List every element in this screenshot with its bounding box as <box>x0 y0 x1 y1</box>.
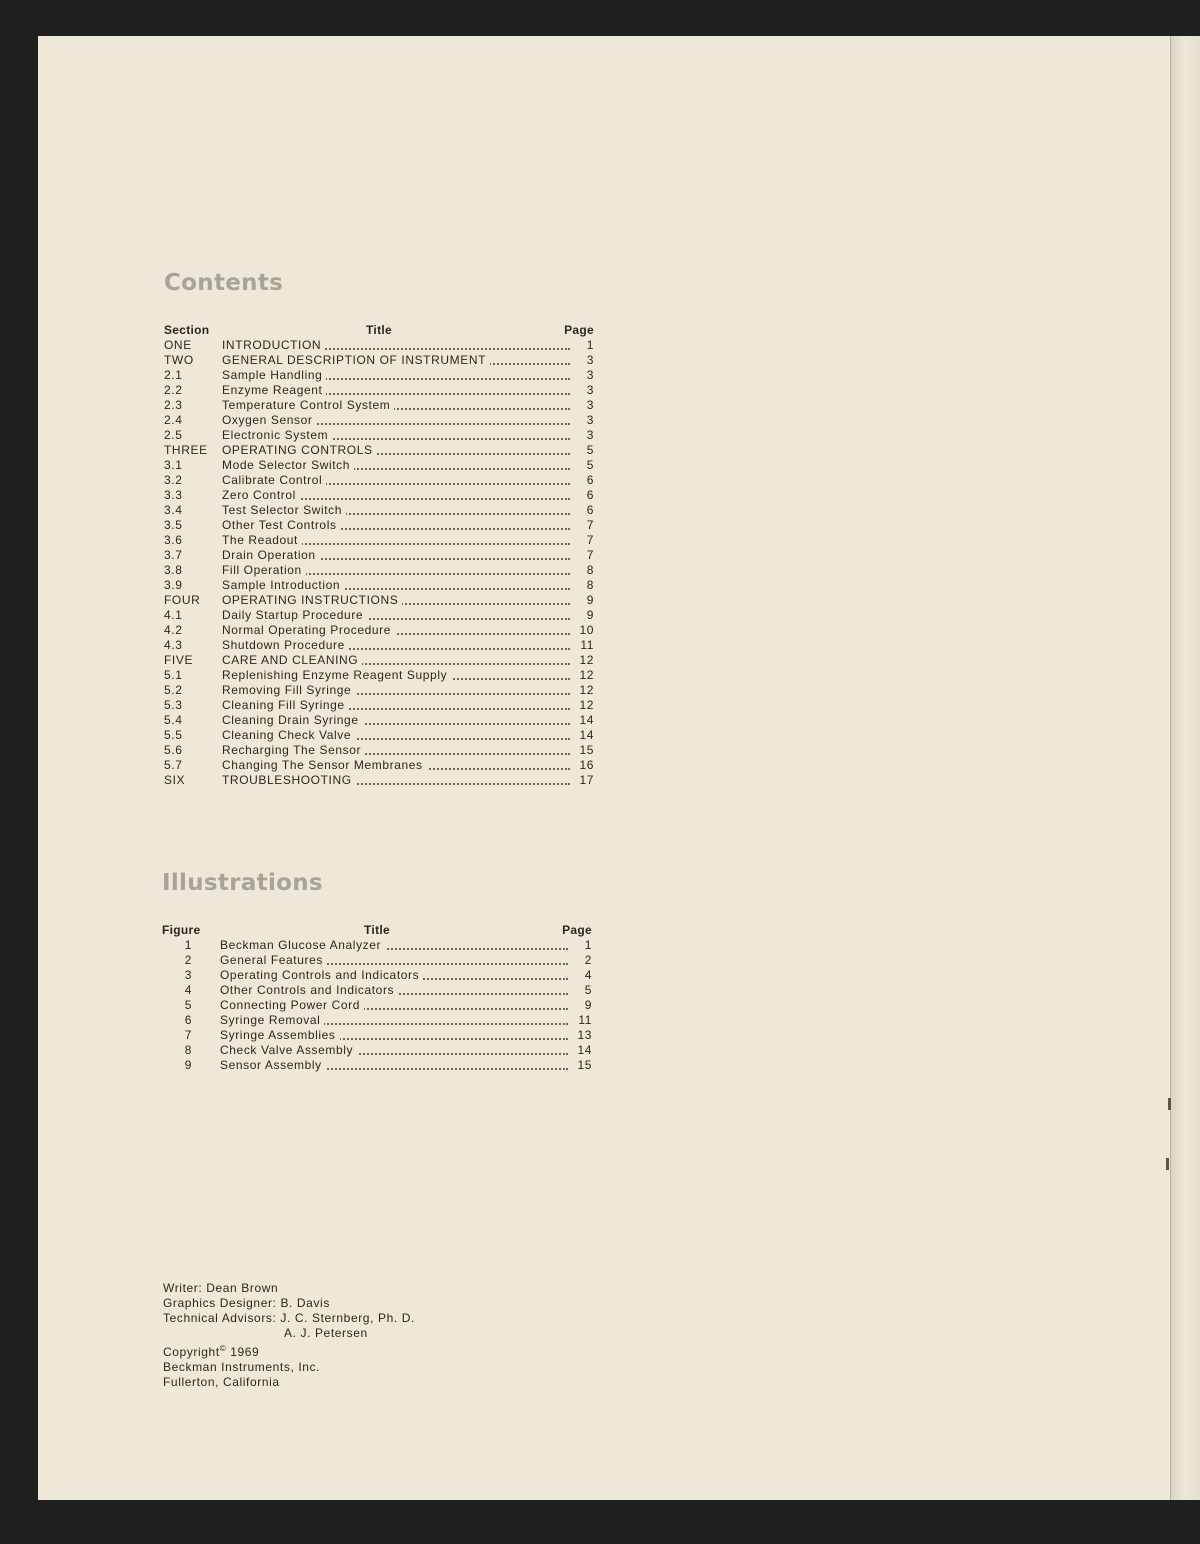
entry-title-text: General Features <box>220 953 327 967</box>
entry-title <box>222 563 570 578</box>
entry-title <box>220 1043 568 1058</box>
page-number: 6 <box>586 473 594 487</box>
section-number: 2.5 <box>164 428 183 442</box>
credits-block <box>163 1281 415 1390</box>
entry-title-text: Other Controls and Indicators <box>220 983 398 997</box>
section-number: 3.5 <box>164 518 183 532</box>
entry-title-text: GENERAL DESCRIPTION OF INSTRUMENT <box>222 353 490 367</box>
entry-title <box>222 383 570 398</box>
section-number: 5.7 <box>164 758 183 772</box>
section-number: 2.2 <box>164 383 183 397</box>
entry-title <box>222 593 570 608</box>
advisor-second: A. J. Petersen <box>284 1326 368 1340</box>
entry-title-text: CARE AND CLEANING <box>222 653 362 667</box>
page-number: 6 <box>586 488 594 502</box>
page-number: 2 <box>584 953 592 967</box>
entry-title <box>220 983 568 998</box>
page-number: 9 <box>586 593 594 607</box>
entry-title <box>220 968 568 983</box>
figure-number: 2 <box>184 953 192 967</box>
entry-title-text: Sample Handling <box>222 368 326 382</box>
page-number: 3 <box>586 353 594 367</box>
entry-title-text: Cleaning Fill Syringe <box>222 698 349 712</box>
section-number: 3.1 <box>164 458 183 472</box>
section-number: 5.3 <box>164 698 183 712</box>
entry-title <box>222 443 570 458</box>
entry-title <box>222 698 570 713</box>
contents-row <box>164 398 594 413</box>
page-number: 3 <box>586 428 594 442</box>
page-number: 5 <box>584 983 592 997</box>
illustration-row <box>162 968 592 983</box>
entry-title <box>222 653 570 668</box>
contents-row <box>164 698 594 713</box>
entry-title <box>222 473 570 488</box>
page-number: 7 <box>586 518 594 532</box>
section-number: TWO <box>164 353 194 367</box>
contents-row <box>164 758 594 773</box>
section-number: THREE <box>164 443 208 457</box>
entry-title <box>220 998 568 1013</box>
entry-title <box>222 518 570 533</box>
contents-row <box>164 728 594 743</box>
section-number: SIX <box>164 773 186 787</box>
contents-row <box>164 773 594 788</box>
entry-title-text: Electronic System <box>222 428 332 442</box>
page-number: 12 <box>579 653 594 667</box>
contents-row <box>164 338 594 353</box>
section-column-header: Section <box>164 323 210 337</box>
entry-title <box>222 578 570 593</box>
entry-title <box>220 1028 568 1043</box>
section-number: 3.4 <box>164 503 183 517</box>
contents-row <box>164 473 594 488</box>
entry-title-text: TROUBLESHOOTING <box>222 773 356 787</box>
graphics-credit: Graphics Designer: B. Davis <box>163 1296 330 1310</box>
figure-number: 5 <box>184 998 192 1012</box>
entry-title-text: Syringe Assemblies <box>220 1028 340 1042</box>
page-number: 1 <box>584 938 592 952</box>
contents-row <box>164 503 594 518</box>
entry-title-text: Other Test Controls <box>222 518 341 532</box>
contents-row <box>164 383 594 398</box>
entry-title <box>222 623 570 638</box>
contents-row <box>164 353 594 368</box>
contents-table <box>164 323 594 788</box>
figure-number: 4 <box>184 983 192 997</box>
page-number: 5 <box>586 458 594 472</box>
entry-title-text: The Readout <box>222 533 302 547</box>
contents-row <box>164 413 594 428</box>
page-number: 7 <box>586 548 594 562</box>
contents-row <box>164 608 594 623</box>
section-number: FIVE <box>164 653 194 667</box>
contents-row <box>164 458 594 473</box>
page-number: 3 <box>586 413 594 427</box>
entry-title <box>222 398 570 413</box>
figure-number: 3 <box>184 968 192 982</box>
page-number: 3 <box>586 398 594 412</box>
entry-title <box>222 668 570 683</box>
contents-row <box>164 653 594 668</box>
section-number: 3.8 <box>164 563 183 577</box>
illustration-row <box>162 1028 592 1043</box>
section-number: 3.7 <box>164 548 183 562</box>
illustration-row <box>162 983 592 998</box>
section-number: 5.2 <box>164 683 183 697</box>
page-number: 8 <box>586 563 594 577</box>
contents-row <box>164 743 594 758</box>
entry-title-text: Changing The Sensor Membranes <box>222 758 427 772</box>
advisors-label: Technical Advisors: J. C. Sternberg, <box>163 1311 375 1325</box>
section-number: 4.3 <box>164 638 183 652</box>
writer-credit: Writer: Dean Brown <box>163 1281 279 1295</box>
entry-title-text: Operating Controls and Indicators <box>220 968 423 982</box>
page-number: 4 <box>584 968 592 982</box>
contents-row <box>164 518 594 533</box>
page-number: 10 <box>579 623 594 637</box>
page-number: 5 <box>586 443 594 457</box>
page-number: 11 <box>580 638 594 652</box>
illustration-row <box>162 938 592 953</box>
entry-title-text: Cleaning Check Valve <box>222 728 355 742</box>
entry-title <box>222 683 570 698</box>
page-number: 6 <box>586 503 594 517</box>
entry-title-text: Zero Control <box>222 488 300 502</box>
entry-title <box>222 413 570 428</box>
figure-number: 8 <box>184 1043 192 1057</box>
advisors-credit <box>163 1311 415 1326</box>
entry-title <box>222 548 570 563</box>
page-number: 3 <box>586 383 594 397</box>
section-number: 5.5 <box>164 728 183 742</box>
copyright-year: 1969 <box>226 1345 260 1359</box>
page-number: 14 <box>577 1043 592 1057</box>
entry-title <box>222 638 570 653</box>
entry-title <box>220 1058 568 1073</box>
illustrations-header-row <box>162 923 592 938</box>
company-location: Fullerton, California <box>163 1375 280 1389</box>
section-number: 3.6 <box>164 533 183 547</box>
section-number: ONE <box>164 338 192 352</box>
illustration-row <box>162 1013 592 1028</box>
page-number: 13 <box>577 1028 592 1042</box>
page-number: 11 <box>578 1013 592 1027</box>
entry-title-text: Enzyme Reagent <box>222 383 326 397</box>
entry-title <box>220 953 568 968</box>
section-number: FOUR <box>164 593 201 607</box>
entry-title <box>222 338 570 353</box>
company-name: Beckman Instruments, Inc. <box>163 1360 321 1374</box>
illustration-row <box>162 998 592 1013</box>
illustrations-heading: Illustrations <box>162 870 323 896</box>
contents-row <box>164 623 594 638</box>
entry-title-text: Fill Operation <box>222 563 306 577</box>
entry-title-text: Cleaning Drain Syringe <box>222 713 363 727</box>
contents-row <box>164 668 594 683</box>
contents-row <box>164 368 594 383</box>
entry-title <box>222 743 570 758</box>
entry-title-text: Drain Operation <box>222 548 320 562</box>
entry-title <box>222 728 570 743</box>
page-number: 14 <box>579 713 594 727</box>
page-number: 9 <box>584 998 592 1012</box>
entry-title-text: Replenishing Enzyme Reagent Supply <box>222 668 451 682</box>
entry-title-text: Removing Fill Syringe <box>222 683 355 697</box>
title-column-header: Title <box>364 923 390 937</box>
page-number: 1 <box>586 338 594 352</box>
contents-row <box>164 593 594 608</box>
entry-title-text: INTRODUCTION <box>222 338 325 352</box>
figure-column-header: Figure <box>162 923 201 937</box>
entry-title-text: Recharging The Sensor <box>222 743 365 757</box>
section-number: 5.4 <box>164 713 183 727</box>
entry-title <box>222 503 570 518</box>
entry-title <box>222 428 570 443</box>
illustration-row <box>162 1043 592 1058</box>
contents-row <box>164 563 594 578</box>
contents-row <box>164 578 594 593</box>
figure-number: 6 <box>184 1013 192 1027</box>
contents-header-row <box>164 323 594 338</box>
copyright-symbol: © <box>219 1344 227 1353</box>
contents-heading: Contents <box>164 270 284 296</box>
section-number: 2.3 <box>164 398 183 412</box>
entry-title-text: Sample Introduction <box>222 578 344 592</box>
page-number: 8 <box>586 578 594 592</box>
section-number: 5.6 <box>164 743 183 757</box>
page-number: 12 <box>579 683 594 697</box>
contents-row <box>164 713 594 728</box>
section-number: 3.3 <box>164 488 183 502</box>
contents-row <box>164 428 594 443</box>
entry-title <box>222 608 570 623</box>
entry-title-text: Normal Operating Procedure <box>222 623 395 637</box>
entry-title-text: Sensor Assembly <box>220 1058 326 1072</box>
page-number: 7 <box>586 533 594 547</box>
contents-row <box>164 683 594 698</box>
entry-title-text: Daily Startup Procedure <box>222 608 367 622</box>
page-column-header: Page <box>564 323 594 337</box>
page-number: 12 <box>579 668 594 682</box>
illustration-row <box>162 953 592 968</box>
page-column-header: Page <box>562 923 592 937</box>
entry-title <box>220 1013 568 1028</box>
entry-title <box>222 533 570 548</box>
figure-number: 9 <box>184 1058 192 1072</box>
entry-title <box>222 368 570 383</box>
entry-title-text: Mode Selector Switch <box>222 458 354 472</box>
entry-title <box>222 713 570 728</box>
section-number: 3.9 <box>164 578 183 592</box>
copyright-line <box>163 1341 415 1360</box>
copyright-word: Copyright <box>163 1345 220 1359</box>
contents-row <box>164 548 594 563</box>
section-number: 2.4 <box>164 413 183 427</box>
entry-title-text: Connecting Power Cord <box>220 998 364 1012</box>
illustrations-table <box>162 923 592 1073</box>
title-column-header: Title <box>366 323 392 337</box>
entry-title-text: Test Selector Switch <box>222 503 346 517</box>
entry-title <box>222 458 570 473</box>
staple-mark <box>1166 1158 1169 1170</box>
entry-title <box>222 773 570 788</box>
entry-title-text: Oxygen Sensor <box>222 413 317 427</box>
contents-row <box>164 533 594 548</box>
page-number: 16 <box>579 758 594 772</box>
contents-row <box>164 488 594 503</box>
contents-row <box>164 638 594 653</box>
entry-title-text: Beckman Glucose Analyzer <box>220 938 385 952</box>
figure-number: 1 <box>184 938 192 952</box>
entry-title <box>222 758 570 773</box>
entry-title <box>222 488 570 503</box>
section-number: 2.1 <box>164 368 183 382</box>
contents-row <box>164 443 594 458</box>
page-number: 17 <box>579 773 594 787</box>
entry-title-text: Calibrate Control <box>222 473 326 487</box>
page-number: 3 <box>586 368 594 382</box>
next-page-edge <box>1170 36 1200 1500</box>
section-number: 3.2 <box>164 473 183 487</box>
illustration-row <box>162 1058 592 1073</box>
section-number: 5.1 <box>164 668 183 682</box>
entry-title-text: OPERATING CONTROLS <box>222 443 377 457</box>
advisor-degree: Ph. D. <box>377 1311 415 1325</box>
entry-title-text: OPERATING INSTRUCTIONS <box>222 593 402 607</box>
entry-title-text: Temperature Control System <box>222 398 394 412</box>
page-number: 12 <box>579 698 594 712</box>
page-number: 15 <box>577 1058 592 1072</box>
entry-title-text: Shutdown Procedure <box>222 638 349 652</box>
entry-title-text: Syringe Removal <box>220 1013 324 1027</box>
figure-number: 7 <box>184 1028 192 1042</box>
entry-title <box>222 353 570 368</box>
section-number: 4.2 <box>164 623 183 637</box>
section-number: 4.1 <box>164 608 183 622</box>
page-number: 15 <box>579 743 594 757</box>
page-number: 14 <box>579 728 594 742</box>
staple-mark <box>1168 1098 1171 1110</box>
entry-title-text: Check Valve Assembly <box>220 1043 357 1057</box>
page-number: 9 <box>586 608 594 622</box>
entry-title <box>220 938 568 953</box>
